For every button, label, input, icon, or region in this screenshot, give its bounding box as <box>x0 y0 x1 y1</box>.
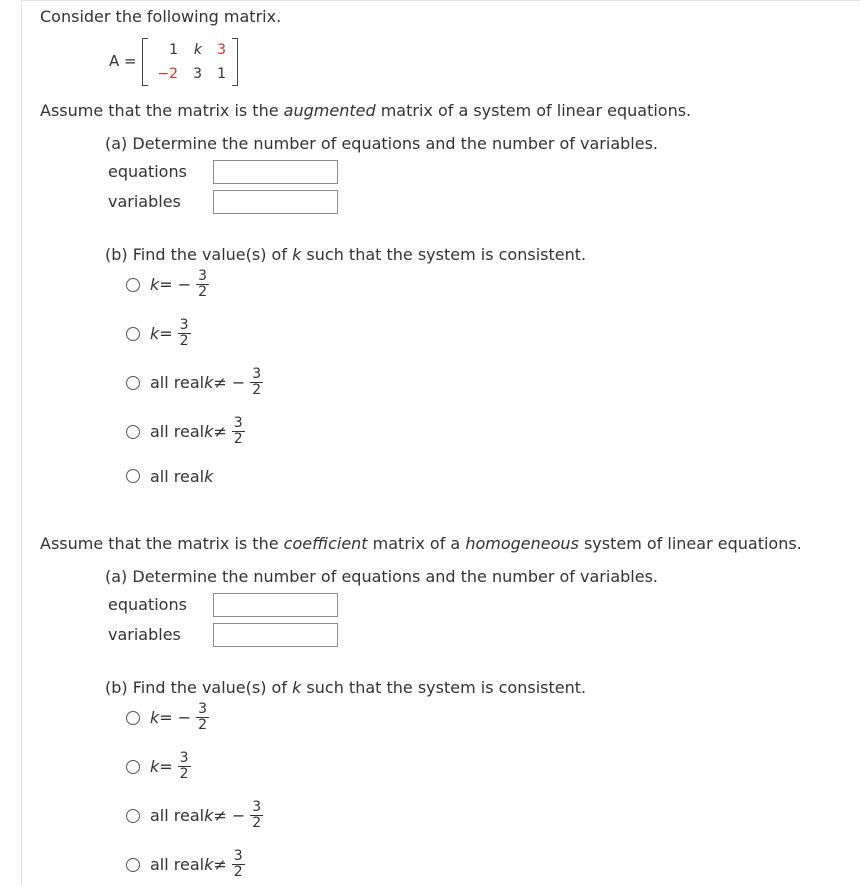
part2-b-prompt-pre: (b) Find the value(s) of <box>105 678 293 697</box>
fraction-numerator: 3 <box>198 268 208 284</box>
option-relation: = <box>159 757 173 776</box>
fraction <box>250 800 263 831</box>
radio-circle-icon[interactable] <box>126 809 140 823</box>
part1-option-3[interactable] <box>126 367 263 398</box>
part1-variables-input[interactable] <box>213 190 338 214</box>
fraction-numerator: 3 <box>252 366 262 382</box>
part1-assumption <box>40 101 691 121</box>
matrix-cell-1-1: 1 <box>169 42 178 58</box>
option-k: k <box>150 757 160 776</box>
part1-assume-pre: Assume that the matrix is the <box>40 101 284 120</box>
option-k: k <box>204 466 214 486</box>
part1-option-5[interactable] <box>126 466 213 486</box>
fraction-denominator: 2 <box>179 333 189 349</box>
part2-assumption <box>40 534 802 554</box>
part1-b-prompt <box>105 245 586 265</box>
option-relation: ≠ <box>213 855 227 874</box>
option-relation: ≠ − <box>213 373 246 392</box>
matrix-left-bracket <box>142 38 148 86</box>
matrix-label: A = <box>109 52 137 70</box>
radio-circle-icon[interactable] <box>126 858 140 872</box>
option-relation: = <box>159 324 173 343</box>
option-k: k <box>150 324 160 343</box>
fraction-denominator: 2 <box>233 431 243 447</box>
part2-equations-input[interactable] <box>213 593 338 617</box>
matrix-cell-2-1: −2 <box>157 66 178 82</box>
part1-equations-label: equations <box>108 162 187 181</box>
fraction-numerator: 3 <box>233 848 243 864</box>
matrix-right-bracket <box>232 38 238 86</box>
part2-assume-em1: coefficient <box>283 534 368 553</box>
radio-circle-icon[interactable] <box>126 469 140 483</box>
intro-text: Consider the following matrix. <box>40 7 282 26</box>
fraction-numerator: 3 <box>179 750 189 766</box>
fraction <box>178 751 191 782</box>
part1-option-4[interactable] <box>126 416 245 447</box>
fraction <box>196 269 209 300</box>
frame-top-border <box>21 0 860 1</box>
option-relation: = − <box>159 275 192 294</box>
part1-variables-label: variables <box>108 192 181 211</box>
option-prefix: all real <box>150 806 205 825</box>
part2-b-prompt-k: k <box>292 678 302 697</box>
option-k: k <box>204 373 214 392</box>
fraction-denominator: 2 <box>252 815 262 831</box>
fraction-denominator: 2 <box>252 382 262 398</box>
fraction-denominator: 2 <box>233 864 243 880</box>
matrix-cell-1-2: k <box>193 42 202 58</box>
part2-option-3[interactable] <box>126 800 263 831</box>
part1-option-1[interactable] <box>126 269 209 300</box>
fraction <box>196 702 209 733</box>
matrix-a <box>142 38 238 86</box>
part2-option-1[interactable] <box>126 702 209 733</box>
option-k: k <box>150 275 160 294</box>
fraction <box>232 416 245 447</box>
part2-variables-label: variables <box>108 625 181 644</box>
radio-circle-icon[interactable] <box>126 711 140 725</box>
option-k: k <box>204 806 214 825</box>
part2-option-2[interactable] <box>126 751 191 782</box>
option-k: k <box>150 708 160 727</box>
part2-assume-em2: homogeneous <box>465 534 579 553</box>
part2-assume-pre: Assume that the matrix is the <box>40 534 284 553</box>
matrix-cell-1-3: 3 <box>217 42 226 58</box>
option-k: k <box>204 855 214 874</box>
fraction-denominator: 2 <box>198 284 208 300</box>
fraction-denominator: 2 <box>179 766 189 782</box>
option-relation: ≠ − <box>213 806 246 825</box>
option-relation: ≠ <box>213 422 227 441</box>
part2-assume-mid: matrix of a <box>367 534 466 553</box>
fraction-numerator: 3 <box>179 317 189 333</box>
part1-assume-post: matrix of a system of linear equations. <box>375 101 692 120</box>
part1-b-prompt-k: k <box>292 245 302 264</box>
option-prefix: all real <box>150 422 205 441</box>
part2-option-4[interactable] <box>126 849 245 880</box>
part1-equations-input[interactable] <box>213 160 338 184</box>
part1-option-2[interactable] <box>126 318 191 349</box>
radio-circle-icon[interactable] <box>126 760 140 774</box>
matrix-cell-2-2: 3 <box>193 66 202 82</box>
option-prefix: all real <box>150 855 205 874</box>
matrix-cell-2-3: 1 <box>217 66 226 82</box>
fraction-numerator: 3 <box>198 701 208 717</box>
option-prefix: all real <box>150 466 205 486</box>
part2-variables-input[interactable] <box>213 623 338 647</box>
part1-assume-em: augmented <box>283 101 376 120</box>
part2-equations-label: equations <box>108 595 187 614</box>
fraction <box>232 849 245 880</box>
fraction-numerator: 3 <box>252 799 262 815</box>
fraction-denominator: 2 <box>198 717 208 733</box>
option-relation: = − <box>159 708 192 727</box>
fraction <box>250 367 263 398</box>
radio-circle-icon[interactable] <box>126 376 140 390</box>
frame-left-border <box>21 0 22 885</box>
fraction-numerator: 3 <box>233 415 243 431</box>
part1-b-prompt-post: such that the system is consistent. <box>301 245 587 264</box>
option-k: k <box>204 422 214 441</box>
part2-b-prompt-post: such that the system is consistent. <box>301 678 587 697</box>
fraction <box>178 318 191 349</box>
radio-circle-icon[interactable] <box>126 327 140 341</box>
part2-a-prompt: (a) Determine the number of equations and the number of variables. <box>105 567 658 586</box>
part2-b-prompt <box>105 678 586 698</box>
radio-circle-icon[interactable] <box>126 425 140 439</box>
radio-circle-icon[interactable] <box>126 278 140 292</box>
option-prefix: all real <box>150 373 205 392</box>
part2-assume-post: system of linear equations. <box>578 534 802 553</box>
part1-b-prompt-pre: (b) Find the value(s) of <box>105 245 293 264</box>
part1-a-prompt: (a) Determine the number of equations and the number of variables. <box>105 134 658 153</box>
